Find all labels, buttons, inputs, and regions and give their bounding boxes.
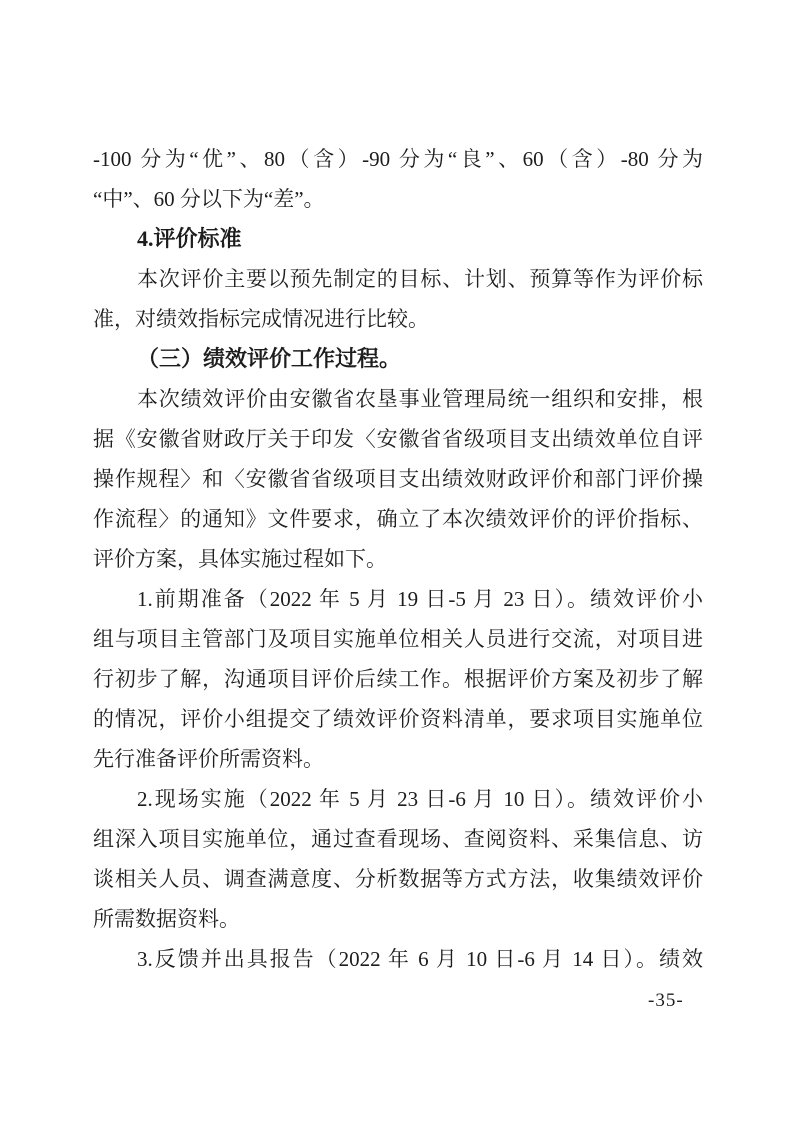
text-line: 本次评价主要以预先制定的目标、计划、预算等作为评价标: [137, 267, 703, 291]
text-line: 行初步了解，沟通项目评价后续工作。根据评价方案及初步了解: [93, 667, 703, 691]
text-line: “中”、60 分以下为“差”。: [93, 187, 325, 211]
text-line: 作流程〉的通知》文件要求，确立了本次绩效评价的评价指标、: [93, 507, 703, 531]
text-line: 谈相关人员、调查满意度、分析数据等方式方法，收集绩效评价: [93, 867, 703, 891]
text-line: 1.前期准备（2022 年 5 月 19 日-5 月 23 日）。绩效评价小: [137, 587, 703, 611]
text-line: 组与项目主管部门及项目实施单位相关人员进行交流，对项目进: [93, 627, 703, 651]
text-line: 组深入项目实施单位，通过查看现场、查阅资料、采集信息、访: [93, 827, 703, 851]
page-number: -35-: [648, 990, 684, 1011]
text-line: 本次绩效评价由安徽省农垦事业管理局统一组织和安排，根: [137, 387, 703, 411]
text-line: 3.反馈并出具报告（2022 年 6 月 10 日-6 月 14 日）。绩效: [137, 947, 703, 971]
text-line: 准，对绩效指标完成情况进行比较。: [93, 307, 429, 331]
heading-line: （三）绩效评价工作过程。: [137, 346, 402, 371]
heading-line: 4.评价标准: [137, 226, 242, 251]
text-line: 的情况，评价小组提交了绩效评价资料清单，要求项目实施单位: [93, 707, 703, 731]
document-body: [93, 139, 703, 979]
text-line: -100 分为“优”、80（含）-90 分为“良”、60（含）-80 分为: [93, 147, 703, 171]
text-line: 2.现场实施（2022 年 5 月 23 日-6 月 10 日）。绩效评价小: [137, 787, 703, 811]
text-line: 所需数据资料。: [93, 907, 240, 931]
text-line: 操作规程〉和〈安徽省省级项目支出绩效财政评价和部门评价操: [93, 467, 703, 491]
text-line: 据《安徽省财政厅关于印发〈安徽省省级项目支出绩效单位自评: [93, 427, 703, 451]
text-line: 先行准备评价所需资料。: [93, 747, 324, 771]
text-line: 评价方案，具体实施过程如下。: [93, 547, 387, 571]
